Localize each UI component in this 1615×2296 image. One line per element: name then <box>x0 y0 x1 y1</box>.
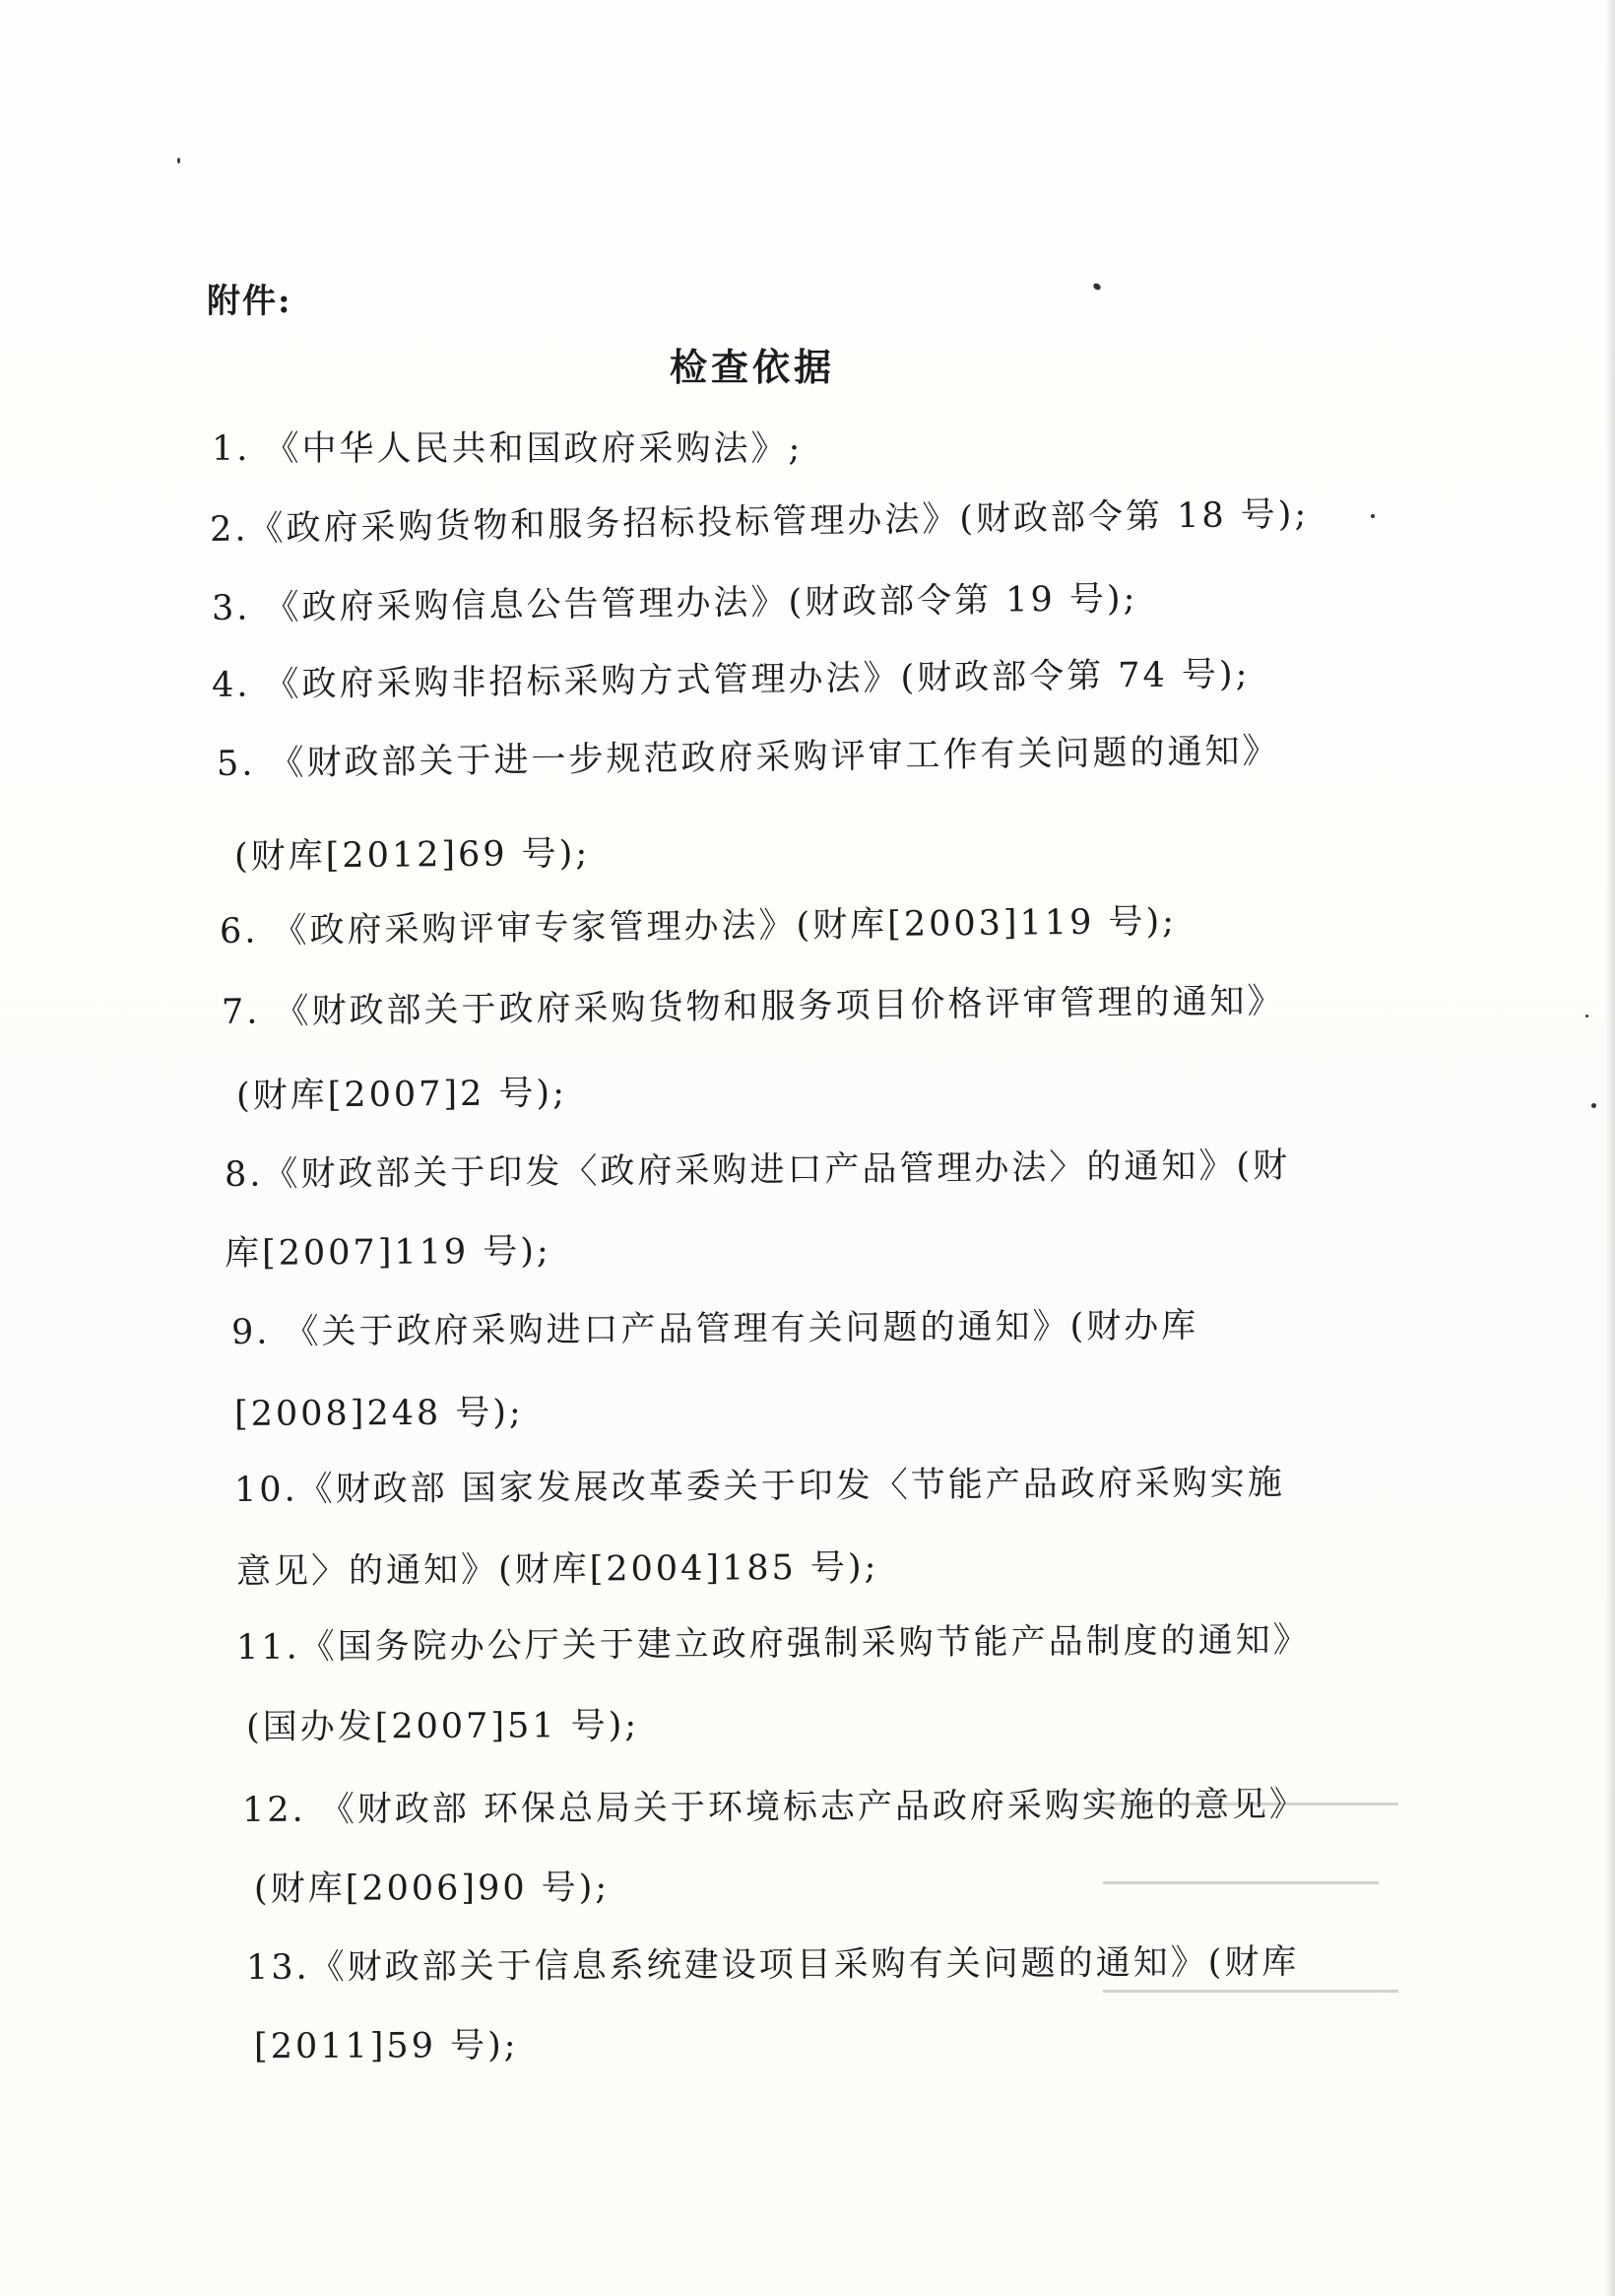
stamp-rule-bottom <box>1103 1990 1398 1993</box>
stamp-rule-top <box>1103 1803 1398 1805</box>
list-item-3: 3. 《政府采购信息公告管理办法》(财政部令第 19 号); <box>211 579 1138 628</box>
list-item-8-cont: 库[2007]119 号); <box>224 1231 551 1274</box>
list-item-8: 8.《财政部关于印发〈政府采购进口产品管理办法〉的通知》(财 <box>224 1146 1291 1195</box>
faint-stamp-bleedthrough <box>1103 1773 1398 2009</box>
list-item-7-cont: (财库[2007]2 号); <box>235 1074 568 1116</box>
attachment-label: 附件: <box>207 282 292 321</box>
list-item-6: 6. 《政府采购评审专家管理办法》(财库[2003]119 号); <box>219 901 1178 951</box>
page-edge-shadow <box>1605 0 1615 2296</box>
list-item-10: 10.《财政部 国家发展改革委关于印发〈节能产品政府采购实施 <box>233 1463 1285 1510</box>
scan-speck <box>1591 1103 1596 1108</box>
list-item-7: 7. 《财政部关于政府采购货物和服务项目价格评审管理的通知》 <box>221 981 1285 1032</box>
list-item-13: 13.《财政部关于信息系统建设项目采购有关问题的通知》(财库 <box>245 1942 1300 1988</box>
scan-speck <box>1092 282 1102 292</box>
stamp-rule-middle <box>1103 1881 1379 1884</box>
scan-speck <box>1371 514 1375 518</box>
list-item-9-cont: [2008]248 号); <box>233 1393 524 1434</box>
scan-speck <box>177 158 180 164</box>
list-item-10-cont: 意见〉的通知》(财库[2004]185 号); <box>235 1547 879 1592</box>
document-title: 检查依据 <box>670 345 836 389</box>
list-item-1: 1. 《中华人民共和国政府采购法》; <box>212 429 804 469</box>
list-item-5: 5. 《财政部关于进一步规范政府采购评审工作有关问题的通知》 <box>216 731 1280 784</box>
list-item-5-cont: (财库[2012]69 号); <box>233 833 591 877</box>
list-item-11: 11.《国务院办公厅关于建立政府强制采购节能产品制度的通知》 <box>235 1620 1311 1668</box>
list-item-11-cont: (国办发[2007]51 号); <box>245 1705 640 1747</box>
list-item-13-cont: [2011]59 号); <box>253 2026 519 2066</box>
list-item-12-cont: (财库[2006]90 号); <box>253 1868 611 1909</box>
scan-speck <box>1585 1015 1588 1017</box>
list-item-12: 12. 《财政部 环保总局关于环境标志产品政府采购实施的意见》 <box>241 1785 1308 1830</box>
list-item-9: 9. 《关于政府采购进口产品管理有关问题的通知》(财办库 <box>230 1306 1199 1352</box>
list-item-2: 2.《政府采购货物和服务招标投标管理办法》(财政部令第 18 号); <box>209 494 1310 550</box>
list-item-4: 4. 《政府采购非招标采购方式管理办法》(财政部令第 74 号); <box>211 654 1251 705</box>
